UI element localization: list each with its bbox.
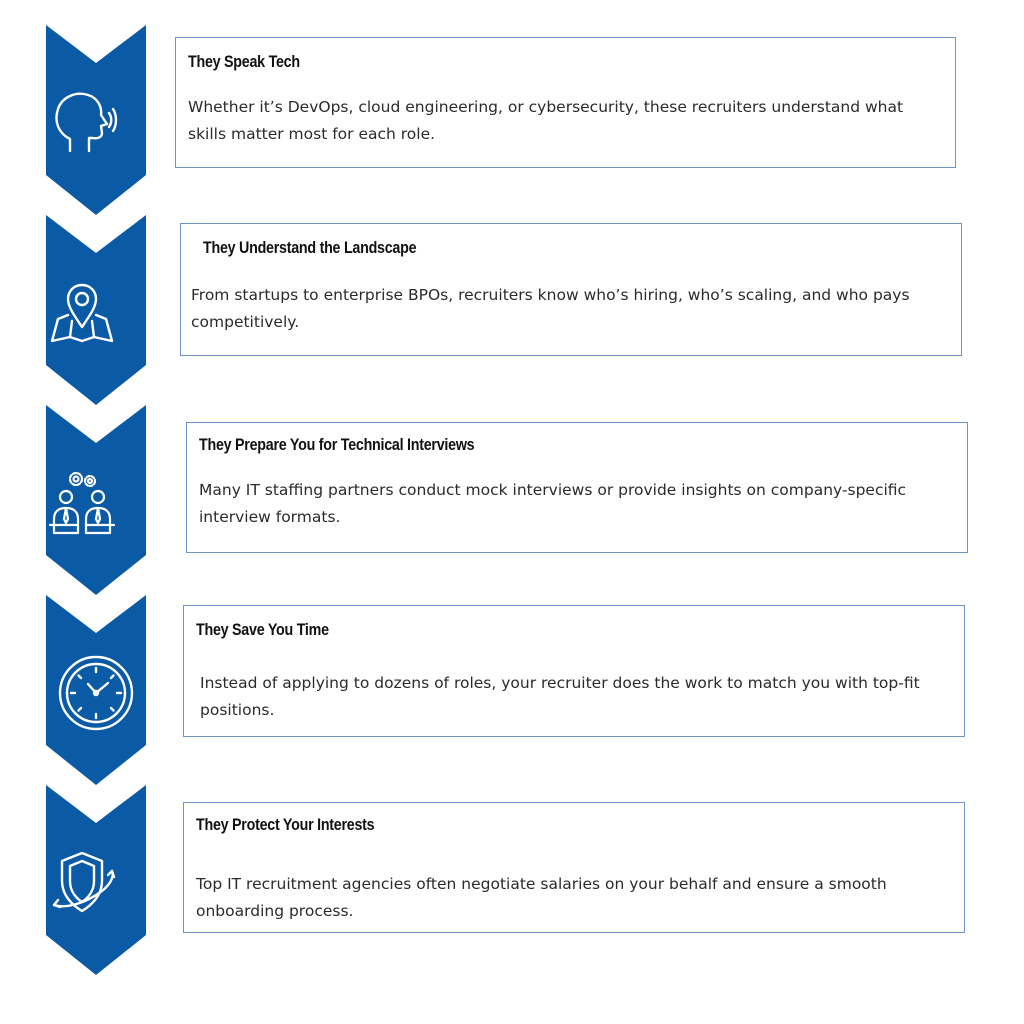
interview-gears-icon (46, 467, 118, 539)
step-4-title: They Save You Time (196, 620, 329, 639)
step-3-card (186, 422, 968, 553)
step-5-text: Top IT recruitment agencies often negotiate salaries on your behalf and ensure a smooth onboarding process. (196, 875, 887, 920)
shield-icon (46, 847, 118, 919)
step-3-title: They Prepare You for Technical Interviews (199, 435, 475, 454)
map-pin-icon (46, 275, 118, 347)
clock-icon (56, 653, 136, 733)
step-5-card (183, 802, 965, 933)
step-2-title: They Understand the Landscape (203, 238, 417, 257)
step-4-text: Instead of applying to dozens of roles, your recruiter does the work to match you with top-fit positions. (200, 674, 920, 719)
step-1-text: Whether it’s DevOps, cloud engineering, or cybersecurity, these recruiters understand what skills matter most for each role. (188, 98, 904, 143)
step-5-chevron (46, 785, 146, 975)
step-2-chevron (46, 215, 146, 405)
step-1-card (175, 37, 956, 168)
step-2-text: From startups to enterprise BPOs, recruiters know who’s hiring, who’s scaling, and who pays competitively. (191, 286, 910, 331)
step-4-card (183, 605, 965, 737)
speaking-head-icon (46, 87, 118, 159)
step-3-chevron (46, 405, 146, 595)
step-4-chevron (46, 595, 146, 785)
step-1-title: They Speak Tech (188, 52, 300, 71)
step-1-chevron (46, 25, 146, 215)
step-3-text: Many IT staffing partners conduct mock interviews or provide insights on company-specific interview formats. (199, 481, 907, 526)
step-2-card (180, 223, 962, 356)
step-5-title: They Protect Your Interests (196, 815, 375, 834)
